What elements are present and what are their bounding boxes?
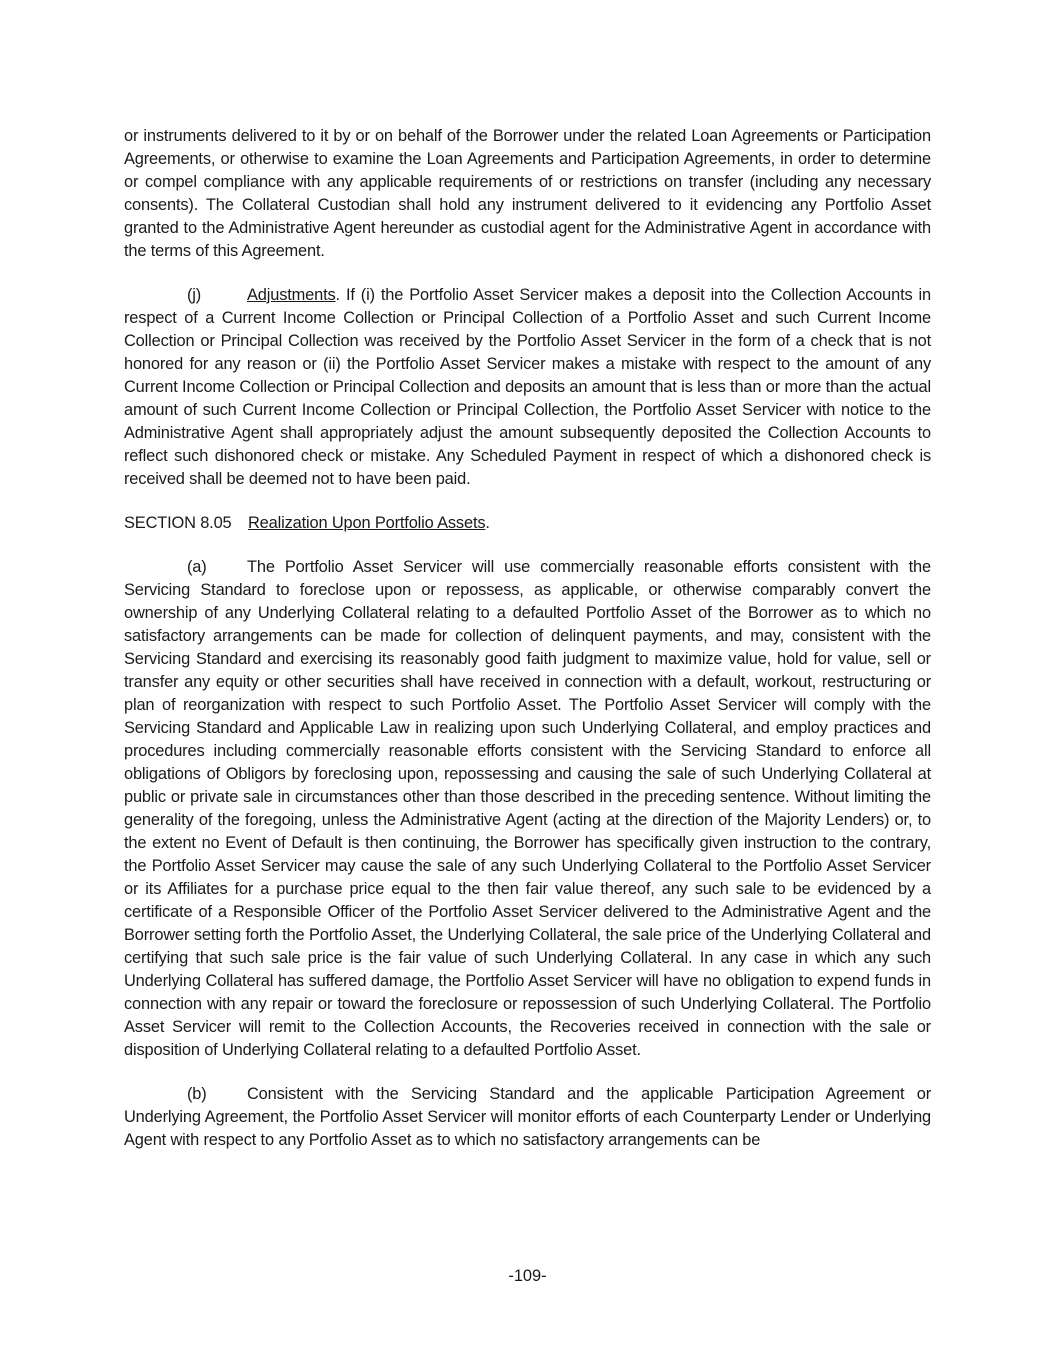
paragraph-a-text: The Portfolio Asset Servicer will use commercially reasonable efforts consistent with the Servicing Standard to foreclose upon or repossess, as applicable, or otherwise comparably convert the ownership of any Underlying Collateral relating to a defaulted Portfolio Asset of the Borrower as to which no satisfactory arrangements can be made for collection of delinquent payments, and may, consistent with the Servicing Standard and exercising its reasonably good faith judgment to maximize value, hold for value, sell or transfer any equity or other securities shall have received in connection with a default, workout, restructuring or plan of reorganization with respect to such Portfolio Asset. The Portfolio Asset Servicer will comply with the Servicing Standard and Applicable Law in realizing upon such Underlying Collateral, and employ practices and procedures including commercially reasonable efforts consistent with the Servicing Standard to enforce all obligations of Obligors by foreclosing upon, repossessing and causing the sale of such Underlying Collateral at public or private sale in circumstances other than those described in the preceding sentence. Without limiting the generality of the foregoing, unless the Administrative Agent (acting at the direction of the Majority Lenders) or, to the extent no Event of Default is then continuing, the Borrower has specifically given instruction to the contrary, the Portfolio Asset Servicer may cause the sale of any such Underlying Collateral to the Portfolio Asset Servicer or its Affiliates for a purchase price equal to the then fair value thereof, any such sale to be evidenced by a certificate of a Responsible Officer of the Portfolio Asset Servicer delivered to the Administrative Agent and the Borrower setting forth the Portfolio Asset, the Underlying Collateral, the sale price of the Underlying Collateral and certifying that such sale price is the fair value of such Underlying Collateral. In any case in which any such Underlying Collateral has suffered damage, the Portfolio Asset Servicer will have no obligation to expend funds in connection with any repair or toward the foreclosure or repossession of such Underlying Collateral. The Portfolio Asset Servicer will remit to the Collection Accounts, the Recoveries received in connection with the sale or disposition of Underlying Collateral relating to a defaulted Portfolio Asset.	[124, 558, 931, 1059]
paragraph-b	[124, 1083, 931, 1152]
paragraph-j-text: . If (i) the Portfolio Asset Servicer makes a deposit into the Collection Accounts in respect of a Current Income Collection or Principal Collection of a Portfolio Asset and such Current Income Collection or Principal Collection was received by the Portfolio Asset Servicer in the form of a check that is not honored for any reason or (ii) the Portfolio Asset Servicer makes a mistake with respect to the amount of any Current Income Collection or Principal Collection and deposits an amount that is less than or more than the actual amount of such Current Income Collection or Principal Collection, the Portfolio Asset Servicer with notice to the Administrative Agent shall appropriately adjust the amount subsequently deposited the Collection Accounts to reflect such dishonored check or mistake. Any Scheduled Payment in respect of which a dishonored check is received shall be deemed not to have been paid.	[124, 286, 931, 488]
paragraph-a-label: (a)	[187, 558, 207, 576]
paragraph-b-label: (b)	[187, 1085, 207, 1103]
section-heading	[124, 512, 931, 535]
page-number: -109-	[508, 1267, 547, 1285]
paragraph-b-text: Consistent with the Servicing Standard and the applicable Participation Agreement or Underlying Agreement, the Portfolio Asset Servicer will monitor efforts of each Counterparty Lender or Underlying Agent with respect to any Portfolio Asset as to which no satisfactory arrangements can be	[124, 1085, 931, 1149]
paragraph-j-label: (j)	[187, 286, 202, 304]
section-caption-period: .	[485, 514, 490, 532]
carryover-paragraph: or instruments delivered to it by or on behalf of the Borrower under the related Loan Agreements or Participation Agreements, or otherwise to examine the Loan Agreements and Participation Agreements, in order to determine or compel compliance with any applicable requirements of or restrictions on transfer (including any necessary consents). The Collateral Custodian shall hold any instrument delivered to it evidencing any Portfolio Asset granted to the Administrative Agent hereunder as custodial agent for the Administrative Agent in accordance with the terms of this Agreement.	[124, 127, 931, 260]
paragraph-a	[124, 556, 931, 1062]
document-page	[124, 125, 931, 1173]
paragraph-j-caption: Adjustments	[247, 286, 336, 304]
section-number: SECTION 8.05	[124, 514, 232, 532]
section-caption: Realization Upon Portfolio Assets	[248, 514, 486, 532]
paragraph-j-adjustments	[124, 284, 931, 491]
